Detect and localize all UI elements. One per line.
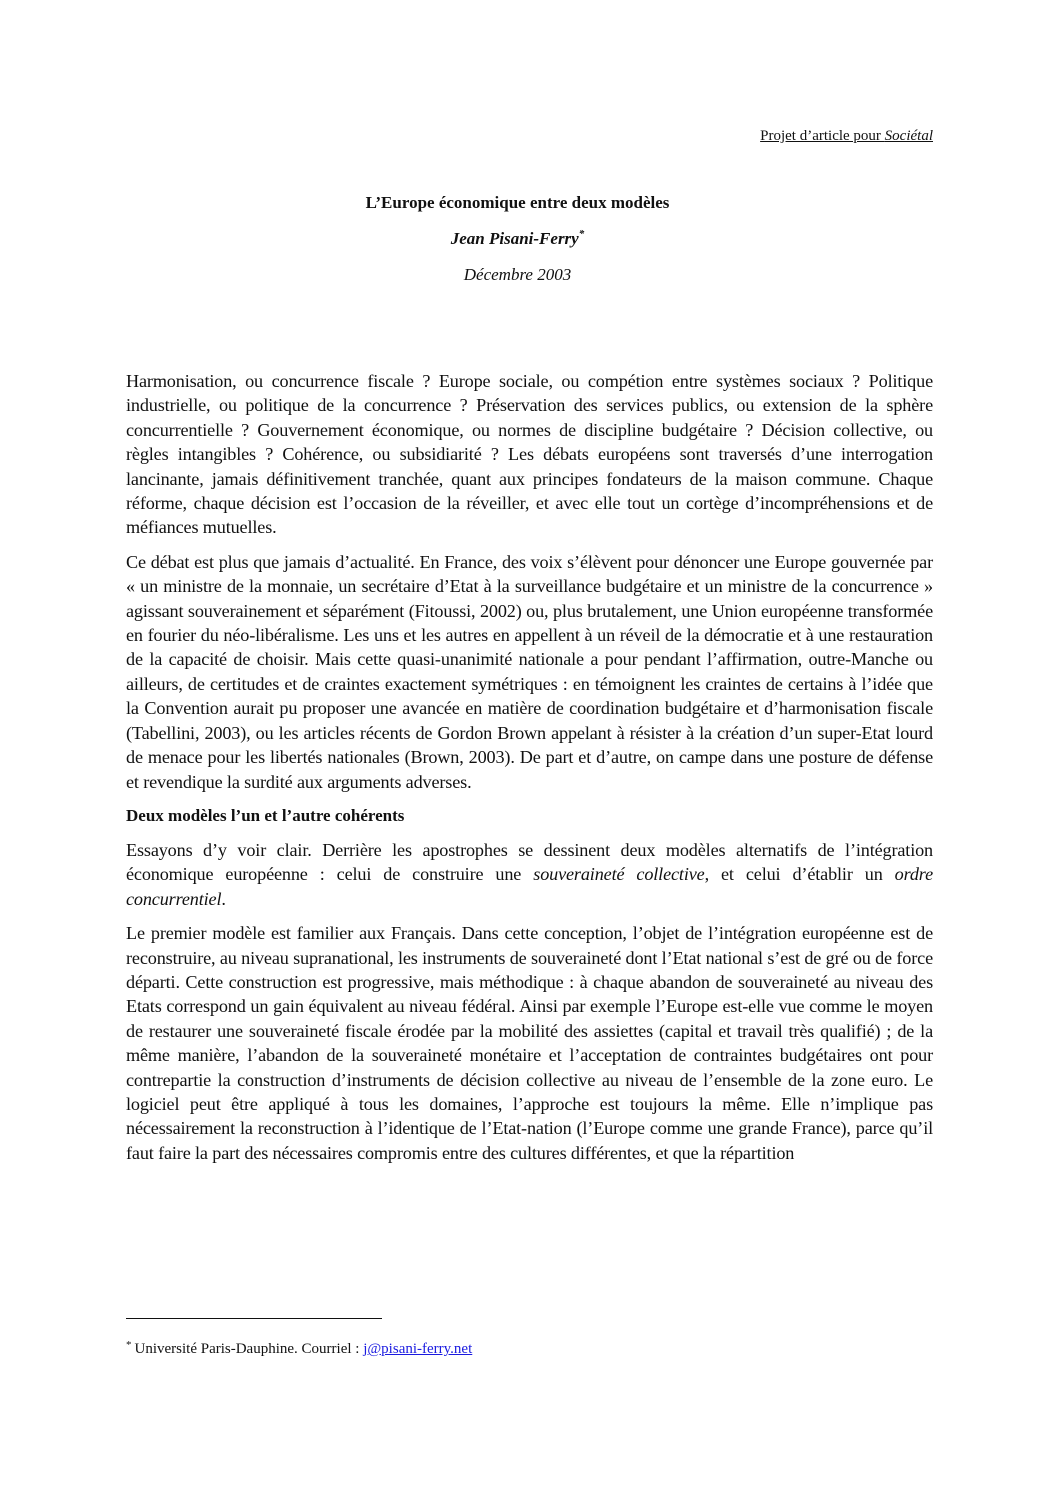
author-name: Jean Pisani-Ferry (450, 229, 579, 248)
emphasis-souverainete-collective: souveraineté collective (533, 864, 705, 885)
document-title: L’Europe économique entre deux modèles (365, 193, 670, 212)
emphasis-ordre-concurrentiel: ordre concurrentiel (126, 864, 933, 909)
document-date: Décembre 2003 (463, 265, 572, 284)
footnote-text: Université Paris-Dauphine. Courriel : (134, 1341, 364, 1357)
author-footnote-marker[interactable]: * (578, 228, 585, 240)
section-heading: Deux modèles l’un et l’autre cohérents (126, 805, 405, 825)
footnote-divider (126, 1318, 382, 1319)
footnote (126, 1340, 472, 1358)
paragraph-3-part-3: . (221, 888, 226, 909)
paragraph-1: Harmonisation, ou concurrence fiscale ? Europe sociale, ou compétion entre systèmes sociaux ? Politique industrielle, ou politique de la concurrence ? Préservation des services publics, ou extension de la sphère concurrentielle ? Gouvernement économique, ou normes de discipline budgétaire ? Décision collective, ou règles intangibles ? Cohérence, ou subsidiarité ? Les débats européens sont traversés d’une interrogation lancinante, jamais définitivement tranchée, quant aux principes fondateurs de la maison commune. Chaque réforme, chaque décision est l’occasion de la réveiller, et avec elle tout un cortège d’incompréhensions et de méfiances mutuelles. (126, 371, 933, 538)
paragraph-3-part-1: Essayons d’y voir clair. Derrière les apostrophes se dessinent deux modèles alternatifs de l’intégration économique européenne : celui de construire une (126, 839, 933, 885)
author-line (114, 229, 921, 249)
paragraph-3 (126, 838, 933, 911)
footnote-marker: * (126, 1339, 132, 1351)
body-text (126, 369, 933, 1175)
header-note-journal: Sociétal (884, 128, 933, 144)
paragraph-2: Ce débat est plus que jamais d’actualité. En France, des voix s’élèvent pour dénoncer une Europe gouvernée par « un ministre de la monnaie, un secrétaire d’Etat à la surveillance budgétaire et un ministre de la concurrence » agissant souverainement et séparément (Fitoussi, 2002) ou, plus brutalement, une Union européenne transformée en fourier du néo-libéralisme. Les uns et les autres en appellent à un réveil de la démocratie et à une restauration de la capacité de choisir. Mais cette quasi-unanimité nationale a pour pendant l’affirmation, outre-Manche ou ailleurs, de certitudes et de craintes exactement symétriques : en témoignent les craintes de certains à l’idée que la Convention aurait pu proposer une avancée en matière de coordination budgétaire et d’harmonisation fiscale (Tabellini, 2003), ou les articles récents de Gordon Brown appelant à résister à la création d’un super-Etat lourd de menace pour les libertés nationales (Brown, 2003). De part et d’autre, on campe dans une posture de défense et revendique la surdité aux arguments adverses. (126, 551, 933, 792)
header-note-prefix: Projet d’article pour (760, 128, 885, 144)
paragraph-4: Le premier modèle est familier aux Français. Dans cette conception, l’objet de l’intégration européenne est de reconstruire, au niveau supranational, les instruments de souveraineté dont l’Etat national s’est de gré ou de force départi. Cette construction est progressive, mais méthodique : à chaque abandon de souveraineté au niveau des Etats correspond un gain équivalent au niveau fédéral. Ainsi par exemple l’Europe est-elle vue comme le moyen de restaurer une souveraineté fiscale érodée par la mobilité des assiettes (capital et travail très qualifié) ; de la même manière, l’abandon de la souveraineté monétaire et l’acceptation de contraintes budgétaires ont pour contrepartie la construction d’instruments de décision collective au niveau de l’ensemble de la zone euro. Le logiciel peut être appliqué à tous les domaines, l’approche est toujours la même. Elle n’implique pas nécessairement la reconstruction à l’identique de l’Etat-nation (l’Europe comme une grande France), parce qu’il faut faire la part des nécessaires compromis entre des cultures différentes, et que la répartition (126, 923, 933, 1163)
email-link[interactable]: j@pisani-ferry.net (363, 1341, 473, 1357)
header-note (760, 127, 933, 145)
paragraph-3-part-2: , et celui d’établir un (704, 864, 895, 885)
